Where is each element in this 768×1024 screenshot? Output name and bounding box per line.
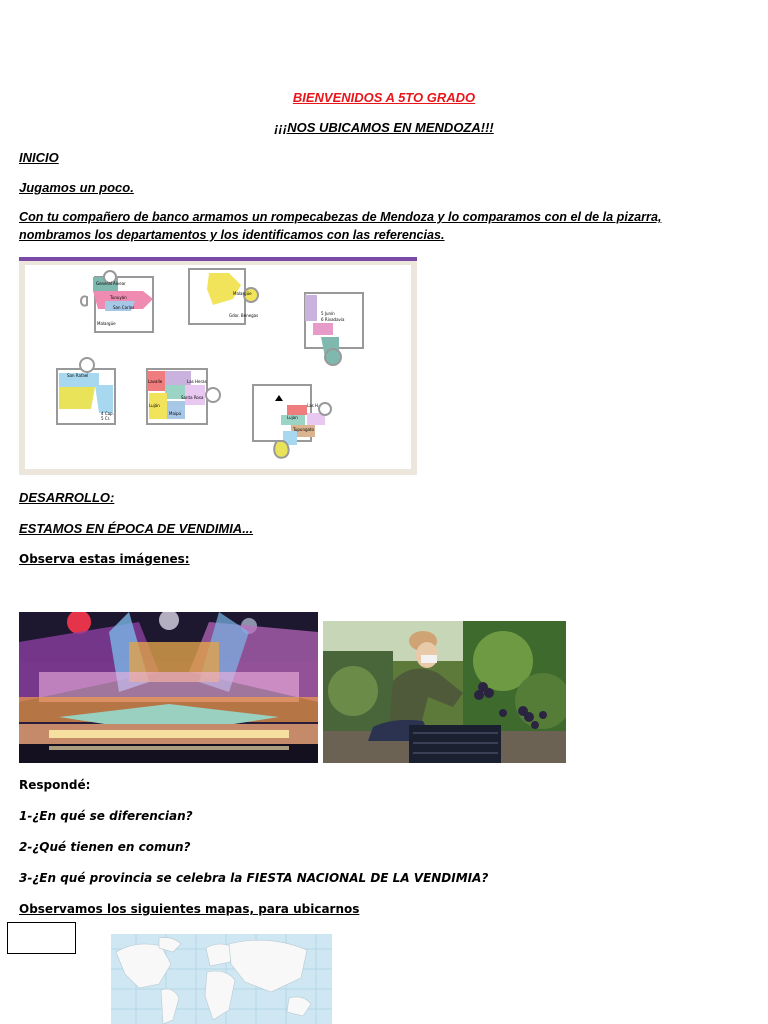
puzzle-text: Lavalle: [148, 379, 163, 384]
world-map-image: [111, 934, 332, 1024]
puzzle-piece: [81, 271, 153, 332]
puzzle-text: Gdor. Benegas: [229, 313, 259, 318]
puzzle-text: Santa Rosa: [181, 395, 204, 400]
puzzle-text: San Carlos: [113, 305, 135, 310]
puzzle-pieces-illustration: [25, 265, 411, 469]
puzzle-canvas: [25, 265, 411, 469]
observe-label: Observa estas imágenes:: [19, 552, 190, 566]
puzzle-piece: [189, 269, 258, 324]
page-title: BIENVENIDOS A 5TO GRADO: [292, 90, 476, 105]
puzzle-text: Las Heras: [187, 379, 207, 384]
responde-heading: Respondé:: [19, 778, 91, 792]
inicio-heading: INICIO: [19, 150, 59, 165]
answer-box[interactable]: [7, 922, 76, 954]
puzzle-text: Tunuyán: [110, 295, 127, 300]
puzzle-text: 5 Junín: [321, 311, 335, 316]
puzzle-piece: [147, 369, 220, 424]
puzzle-text: Lujan: [287, 415, 298, 420]
puzzle-text: Malargüe: [233, 291, 252, 296]
mendoza-puzzle-image: [19, 257, 417, 475]
page-subtitle: ¡¡¡NOS UBICAMOS EN MENDOZA!!!: [274, 120, 494, 135]
desarrollo-subheading: ESTAMOS EN ÉPOCA DE VENDIMIA...: [19, 521, 254, 536]
puzzle-text: 6 Rivadavia: [321, 317, 345, 322]
desarrollo-heading: DESARROLLO:: [19, 490, 115, 505]
puzzle-text: San Rafael: [67, 373, 89, 378]
puzzle-text: Tupungato: [293, 427, 314, 432]
puzzle-text: 5 Cr.: [101, 416, 111, 421]
puzzle-text: Malargüe: [97, 321, 116, 326]
maps-label: Observamos los siguientes mapas, para ubicarnos: [19, 902, 360, 916]
puzzle-piece: [253, 385, 331, 458]
question-1: 1-¿En qué se diferencian?: [19, 809, 193, 823]
inicio-instructions-line1: Con tu compañero de banco armamos un rompecabezas de Mendoza y lo comparamos con el de la pizarra,: [19, 210, 662, 224]
puzzle-text: General Alvear: [96, 281, 126, 286]
puzzle-piece: [57, 358, 115, 424]
inicio-intro: Jugamos un poco.: [19, 180, 134, 195]
vendimia-festival-photo: [19, 612, 318, 763]
puzzle-text: Las H.: [307, 403, 320, 408]
puzzle-accent-bar: [19, 257, 417, 261]
grape-harvest-photo: [323, 621, 566, 763]
inicio-instructions-line2: nombramos los departamentos y los identificamos con las referencias.: [19, 228, 445, 242]
puzzle-text: 4 Cap.: [101, 411, 114, 416]
puzzle-piece: [305, 293, 363, 365]
puzzle-text: Maipú: [169, 411, 182, 416]
puzzle-text: Luján: [149, 403, 160, 408]
question-3: 3-¿En qué provincia se celebra la FIESTA NACIONAL DE LA VENDIMIA?: [19, 871, 489, 885]
question-2: 2-¿Qué tienen en comun?: [19, 840, 191, 854]
